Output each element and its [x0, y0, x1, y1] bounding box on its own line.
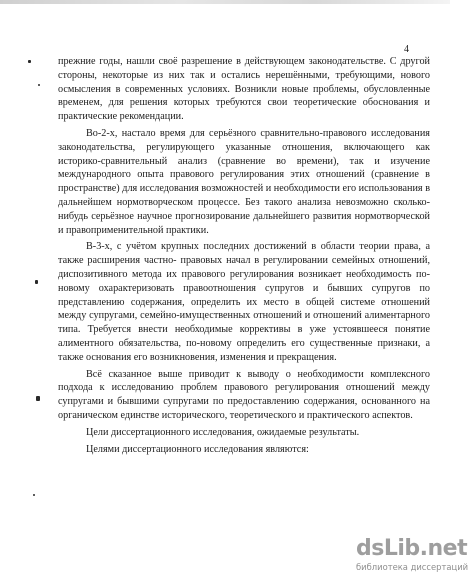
scan-mark	[38, 84, 40, 86]
paragraph-continuation: прежние годы, нашли своё разрешение в действующем законодательстве. С другой стороны, некоторые из них так и остались нерешёнными, требующими, нового осмысления в современных условиях. Возникли новые проблемы, обусловленные временем, для решения которых требуются свои теоретические обоснования и практические рекомендации.	[58, 56, 430, 123]
page-number: 4	[404, 44, 409, 55]
scan-mark	[28, 60, 31, 63]
dslib-logo-main: dsLib	[356, 536, 420, 561]
dslib-subtitle: библиотека диссертаций	[356, 562, 468, 572]
paragraph-goals-heading: Цели диссертационного исследования, ожидаемые результаты.	[86, 426, 360, 438]
dslib-logo-suffix: .net	[419, 536, 468, 561]
scan-mark	[33, 494, 35, 496]
document-body	[58, 55, 430, 456]
paragraph-goals-intro: Целями диссертационного исследования являются:	[86, 443, 309, 455]
scan-edge-shadow	[0, 0, 450, 4]
dslib-logo	[356, 536, 468, 561]
paragraph-conclusion: Всё сказанное выше приводит к выводу о необходимости комплексного подхода к исследованию проблем правового регулирования отношений между супругами и бывшими супругами по предоставлению содержания, основанного на органическом единстве исторического, теоретического и практического аспектов.	[58, 368, 430, 421]
paragraph-third-point: В-3-х, с учётом крупных последних достижений в области теории права, а также расширения частно- правовых начал в регулировании семейных отношений, диспозитивного метода их правового регулирования возникает необходимость по-новому охарактеризовать правоотношения супругов и бывших супругов по представлению содержания, определить их место в общей системе отношений между супругами, семейно-имущественных отношений и отношений алиментарного типа. Требуется внести необходимые коррективы в уже устоявшееся понятие алиментного обязательства, по-новому определить его существенные признаки, а также основания его возникновения, изменения и прекращения.	[58, 241, 430, 363]
scan-mark	[35, 280, 38, 284]
paragraph-second-point: Во-2-х, настало время для серьёзного сравнительно-правового исследования законодательства, регулирующего указанные отношения, включающего как историко-сравнительный анализ (сравнение во времени), так и изучение международного опыта правового регулирования этих отношений (сравнение в пространстве) для исследования возможностей и необходимости его использования в дальнейшем нормотворческом процессе. Без такого анализа невозможно сколько-нибудь серьёзное научное прогнозирование дальнейшего развития нормотворческой и правоприменительной практики.	[58, 127, 430, 236]
dslib-watermark	[356, 536, 468, 579]
scan-mark	[36, 396, 40, 401]
